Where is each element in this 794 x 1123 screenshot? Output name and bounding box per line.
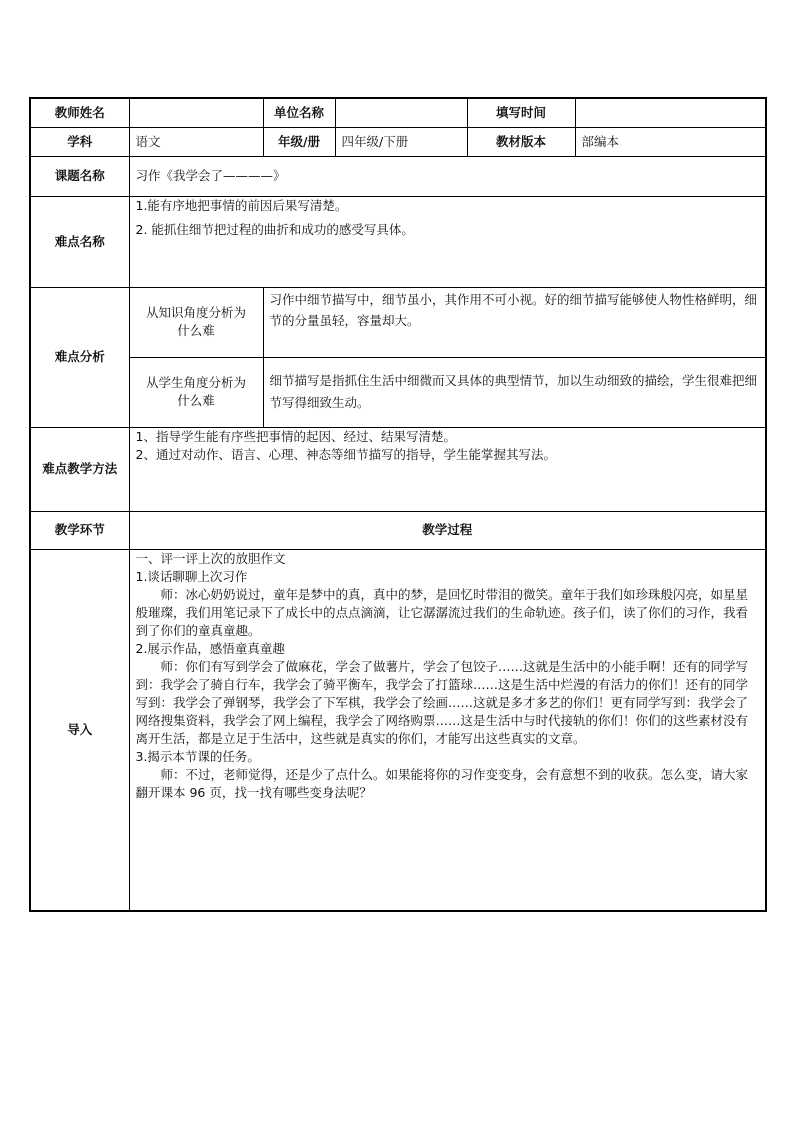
difficulty-label: 难点名称 xyxy=(30,196,129,287)
difficulty-line-1: 1.能有序地把事情的前因后果写清楚。 xyxy=(135,197,348,213)
fill-time-value[interactable] xyxy=(575,98,766,127)
row-analysis-student xyxy=(30,357,766,427)
method-line-2: 2、通过对动作、语言、心理、神态等细节描写的指导，学生能掌握其写法。 xyxy=(135,446,556,462)
knowledge-angle-text: 习作中细节描写中，细节虽小，其作用不可小视。好的细节描写能够使人物性格鲜明，细节的分量虽轻，容量却大。 xyxy=(263,287,766,357)
row-topic xyxy=(30,156,766,196)
row-method xyxy=(30,427,766,511)
edition-label: 教材版本 xyxy=(467,127,575,156)
unit-name-label: 单位名称 xyxy=(263,98,335,127)
topic-value: 习作《我学会了————》 xyxy=(129,156,766,196)
edition-value: 部编本 xyxy=(575,127,766,156)
intro-subheading-1: 1.谈话聊聊上次习作 xyxy=(135,568,248,584)
lesson-plan-table xyxy=(29,97,767,912)
method-line-1: 1、指导学生能有序些把事情的起因、经过、结果写清楚。 xyxy=(135,428,456,444)
subject-value: 语文 xyxy=(129,127,263,156)
method-label: 难点教学方法 xyxy=(30,427,129,511)
fill-time-label: 填写时间 xyxy=(467,98,575,127)
grade-value: 四年级/下册 xyxy=(335,127,467,156)
intro-subheading-3: 3.揭示本节课的任务。 xyxy=(135,748,260,764)
unit-name-value[interactable] xyxy=(335,98,467,127)
intro-content xyxy=(129,549,766,911)
intro-paragraph-2: 师：你们有写到学会了做麻花，学会了做薯片，学会了包饺子……这就是生活中的小能手啊！还有的同学写到：我学会了骑自行车，我学会了骑平衡车，我学会了打篮球……这是生活中烂漫的有活力的你们！还有的同学写到：我学会了弹钢琴，我学会了下军棋，我学会了绘画……这就是多才多艺的你们！更有同学写到：我学会了网络搜集资料，我学会了网上编程，我学会了网络购票……这是生活中与时代接轨的你们！你们的这些素材没有离开生活，都是立足于生活中，这些就是真实的你们，才能写出这些真实的文章。 xyxy=(135,658,749,746)
stage-header: 教学环节 xyxy=(30,511,129,549)
grade-label: 年级/册 xyxy=(263,127,335,156)
intro-label: 导入 xyxy=(30,549,129,911)
student-angle-text: 细节描写是指抓住生活中细微而又具体的典型情节，加以生动细致的描绘，学生很难把细节写得细致生动。 xyxy=(263,357,766,427)
row-analysis-knowledge xyxy=(30,287,766,357)
subject-label: 学科 xyxy=(30,127,129,156)
intro-paragraph-1: 师：冰心奶奶说过，童年是梦中的真，真中的梦，是回忆时带泪的微笑。童年于我们如珍珠般闪亮，如星星般璀璨，我们用笔记录下了成长中的点点滴滴，让它潺潺流过我们的生命轨迹。孩子们，读了你们的习作，我看到了你们的童真童趣。 xyxy=(135,586,749,638)
row-difficulty xyxy=(30,196,766,287)
intro-paragraph-3: 师：不过，老师觉得，还是少了点什么。如果能将你的习作变变身，会有意想不到的收获。怎么变，请大家翻开课本 96 页，找一找有哪些变身法呢？ xyxy=(135,766,749,800)
row-intro xyxy=(30,549,766,911)
intro-heading: 一、评一评上次的放胆作文 xyxy=(135,550,286,566)
difficulty-line-2: 2. 能抓住细节把过程的曲折和成功的感受写具体。 xyxy=(135,221,414,237)
difficulty-content xyxy=(129,196,766,287)
method-content xyxy=(129,427,766,511)
row-subject-info xyxy=(30,127,766,156)
topic-label: 课题名称 xyxy=(30,156,129,196)
analysis-label: 难点分析 xyxy=(30,287,129,427)
teacher-name-value[interactable] xyxy=(129,98,263,127)
row-teacher-info xyxy=(30,98,766,127)
intro-subheading-2: 2.展示作品，感悟童真童趣 xyxy=(135,640,285,656)
knowledge-angle-label: 从知识角度分析为什么难 xyxy=(129,287,263,357)
process-header: 教学过程 xyxy=(129,511,766,549)
student-angle-label: 从学生角度分析为什么难 xyxy=(129,357,263,427)
teacher-name-label: 教师姓名 xyxy=(30,98,129,127)
row-process-header xyxy=(30,511,766,549)
